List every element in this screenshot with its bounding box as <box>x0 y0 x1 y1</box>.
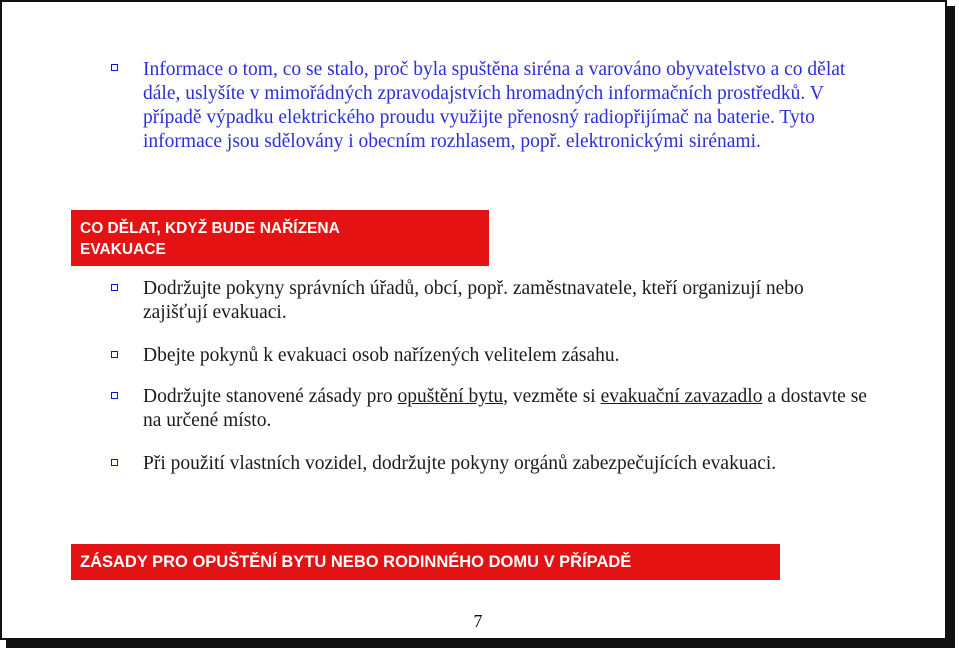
page-number: 7 <box>473 611 483 631</box>
bullet-icon <box>111 351 118 358</box>
section-heading-line: CO DĚLAT, KDYŽ BUDE NAŘÍZENA <box>80 220 340 237</box>
bullet-icon <box>111 392 118 399</box>
list-item: Při použití vlastních vozidel, dodržujte pokyny orgánů zabezpečujících evakuaci. <box>143 453 777 474</box>
evacuation-luggage-link[interactable]: evakuační zavazadlo <box>600 386 763 407</box>
list-item-text: a dostavte se na určené místo. <box>143 386 867 431</box>
section-heading-evacuation <box>71 210 489 266</box>
section-heading-leaving-home: ZÁSADY PRO OPUŠTĚNÍ BYTU NEBO RODINNÉHO DOMU V PŘÍPADĚ <box>71 544 780 580</box>
leaving-flat-link[interactable]: opuštění bytu <box>397 386 504 407</box>
page-shadow <box>947 6 955 646</box>
list-item <box>143 385 873 433</box>
section-heading-line: EVAKUACE <box>80 241 166 258</box>
list-item: Dodržujte pokyny správních úřadů, obcí, popř. zaměstnavatele, kteří organizují nebo zajišťují evakuaci. <box>143 278 804 323</box>
list-item-text: Dodržujte stanovené zásady pro <box>143 386 398 407</box>
intro-paragraph: Informace o tom, co se stalo, proč byla spuštěna siréna a varováno obyvatelstvo a co dělat dále, uslyšíte v mimořádných zpravodajstvích hromadných informačních prostředků. V případě výpadku elektrického proudu využijte přenosný radiopřijímač na baterie. Tyto informace jsou sdělovány i obecním rozhlasem, popř. elektronickými sirénami. <box>143 59 846 152</box>
bullet-icon <box>111 459 118 466</box>
list-item: Dbejte pokynů k evakuaci osob nařízených velitelem zásahu. <box>143 345 620 366</box>
list-item-text: , vezměte si <box>503 386 601 407</box>
bullet-icon <box>111 284 118 291</box>
bullet-icon <box>111 64 118 71</box>
page-shadow <box>6 640 955 648</box>
